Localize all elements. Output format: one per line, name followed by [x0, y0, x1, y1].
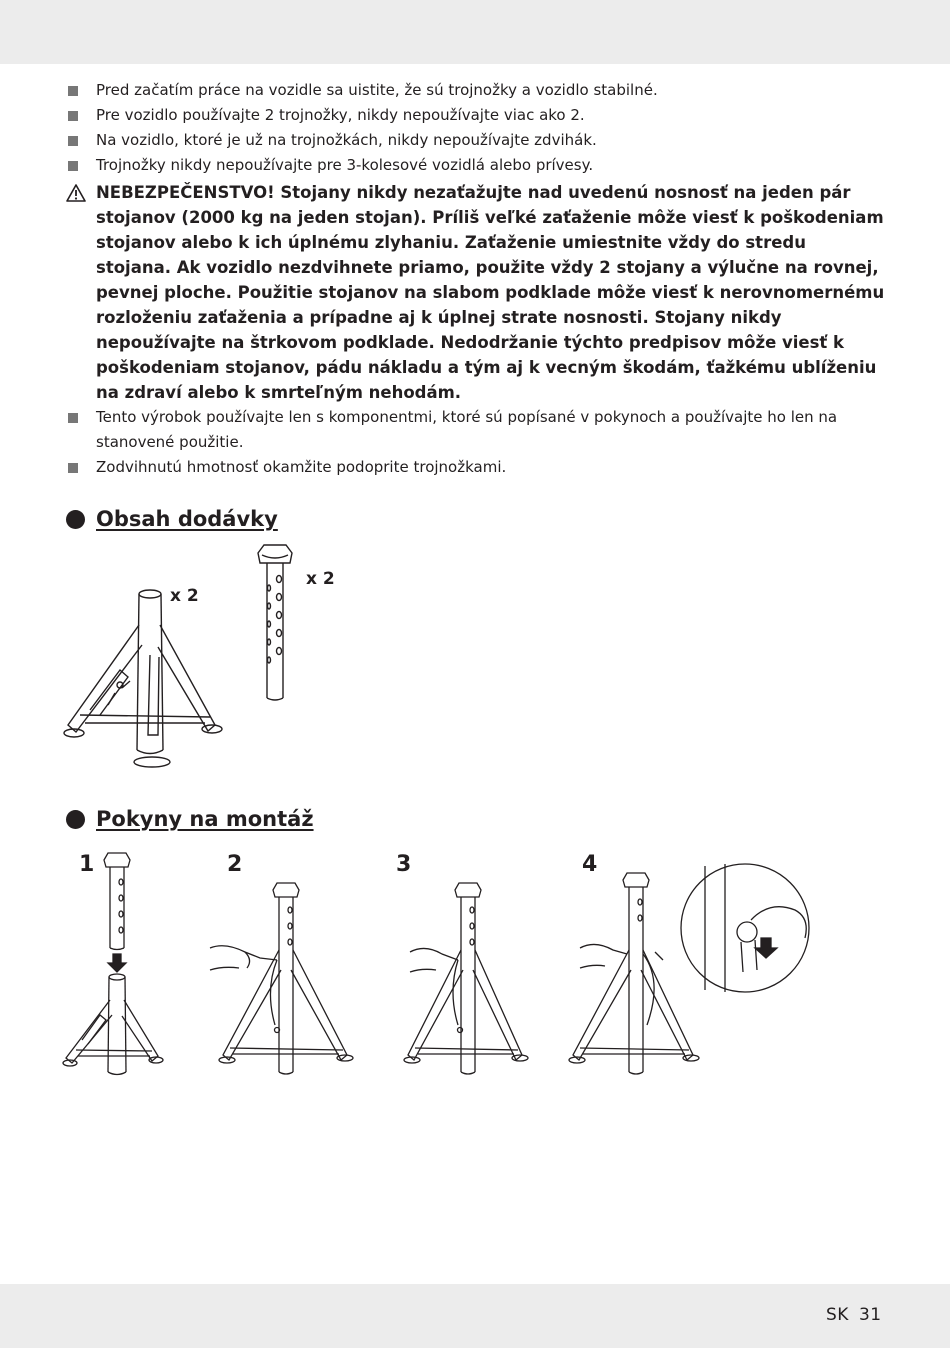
step-number-2: 2: [227, 852, 243, 877]
bullet-text: Zodvihnutú hmotnosť okamžite podoprite trojnožkami.: [96, 458, 507, 476]
safety-text: [66, 78, 886, 480]
header-band: [0, 0, 950, 64]
bullet-text: Pre vozidlo používajte 2 trojnožky, nikdy nepoužívajte viac ako 2.: [96, 106, 585, 124]
section-title: Obsah dodávky: [96, 507, 278, 531]
step-number-3: 3: [396, 852, 412, 877]
footer-band: [0, 1284, 950, 1348]
quantity-label-column: x 2: [306, 569, 335, 589]
danger-warning: [66, 180, 886, 405]
bullet-text: Tento výrobok používajte len s komponentmi, ktoré sú popísané v pokynoch a používajte ho len na stanovené použitie.: [96, 408, 838, 451]
list-item: [66, 405, 886, 455]
step-1-illustration: [60, 850, 170, 1085]
quantity-label-base: x 2: [170, 586, 199, 606]
square-bullet-icon: [68, 136, 78, 146]
step-number-4: 4: [582, 852, 598, 877]
step-3-illustration: [400, 880, 530, 1085]
square-bullet-icon: [68, 111, 78, 121]
list-item: [66, 455, 886, 480]
stand-base-illustration: [60, 585, 230, 775]
bullet-text: Trojnožky nikdy nepoužívajte pre 3-kolesové vozidlá alebo prívesy.: [96, 156, 594, 174]
square-bullet-icon: [68, 463, 78, 473]
square-bullet-icon: [68, 86, 78, 96]
bullet-text: Na vozidlo, ktoré je už na trojnožkách, nikdy nepoužívajte zdvihák.: [96, 131, 597, 149]
step-number-1: 1: [79, 852, 95, 877]
bullet-text: Pred začatím práce na vozidle sa uistite, že sú trojnožky a vozidlo stabilné.: [96, 81, 658, 99]
language-code: SK: [826, 1305, 849, 1325]
page-number: 31: [858, 1305, 882, 1325]
list-item: [66, 128, 886, 153]
round-bullet-icon: [66, 510, 85, 529]
step-2-illustration: [205, 880, 365, 1085]
square-bullet-icon: [68, 161, 78, 171]
section-heading-delivery: [66, 507, 278, 531]
list-item: [66, 103, 886, 128]
round-bullet-icon: [66, 810, 85, 829]
warning-text: NEBEZPEČENSTVO! Stojany nikdy nezaťažujte nad uvedenú nosnosť na jeden pár stojanov (2000 kg na jeden stojan). Príliš veľké zaťaženie môže viesť k poškodeniam stojanov alebo k ich úplnému zlyhaniu. Zaťaženie umiestnite vždy do stredu stojana. Ak vozidlo nezdvihnete priamo, použite vždy 2 stojany a výlučne na rovnej, pevnej ploche. Použitie stojanov na slabom podklade môže viesť k nerovnomernému rozloženiu zaťaženia a prípadne aj k úplnej strate nosnosti. Stojany nikdy nepoužívajte na štrkovom podklade. Nedodržanie týchto predpisov môže viesť k poškodeniam stojanov, pádu nákladu a tým aj k vecným škodám, ťažkému ublíženiu na zdraví alebo k smrteľným nehodám.: [96, 183, 885, 402]
section-heading-assembly: [66, 807, 314, 831]
step-4-illustration: [565, 860, 825, 1085]
list-item: [66, 78, 886, 103]
list-item: [66, 153, 886, 178]
section-title: Pokyny na montáž: [96, 807, 314, 831]
page-footer: [826, 1305, 892, 1325]
warning-triangle-icon: [66, 184, 86, 202]
square-bullet-icon: [68, 413, 78, 423]
stand-column-illustration: [250, 543, 300, 703]
